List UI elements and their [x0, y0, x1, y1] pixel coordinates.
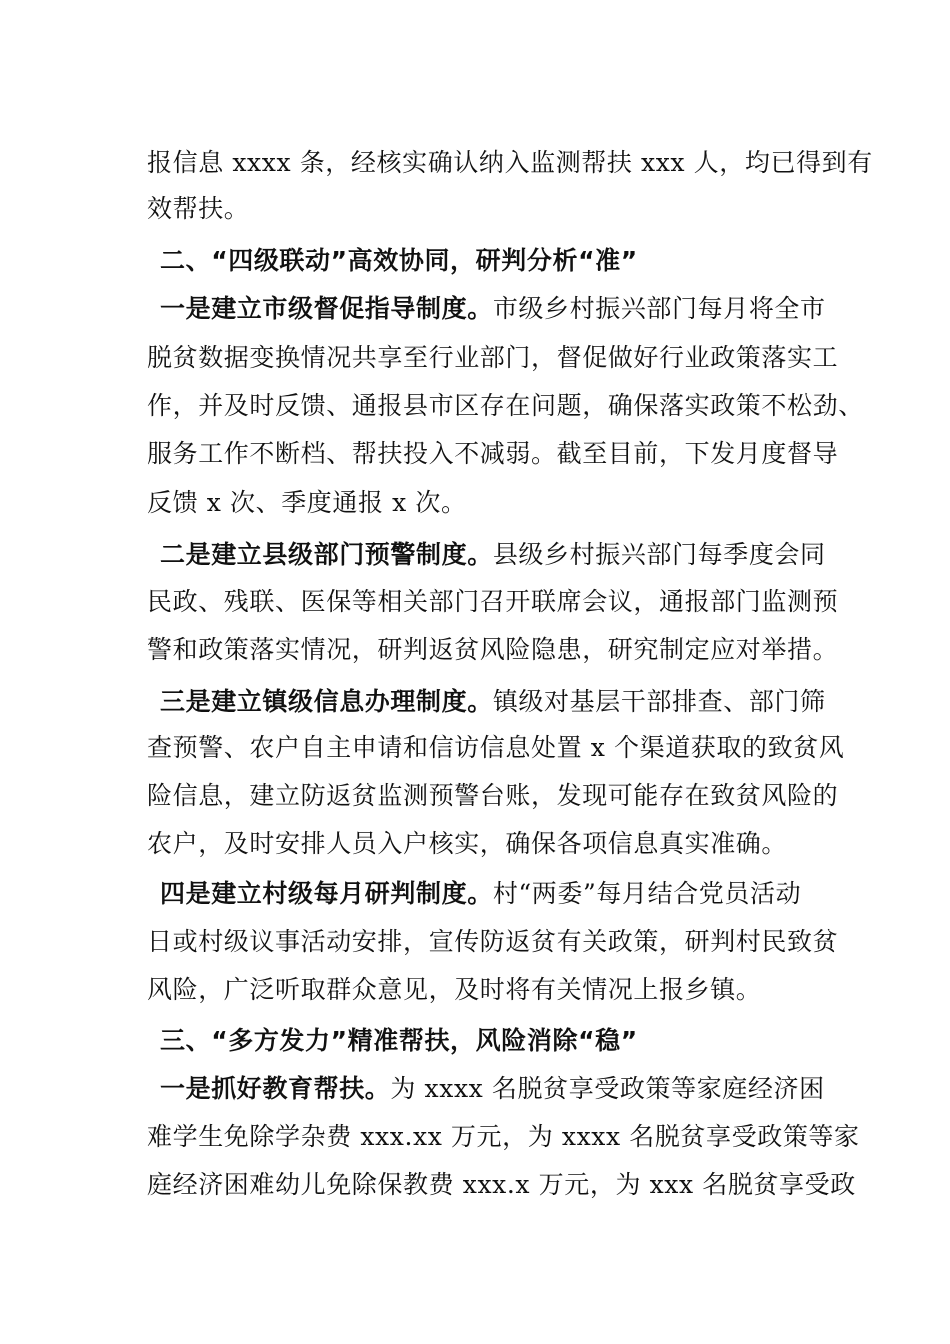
paragraph-line [160, 538, 826, 572]
section-heading: 三、“多方发力”精准帮扶，风险消除“稳” [160, 1026, 638, 1055]
paragraph-lead: 二是建立县级部门预警制度。 [160, 540, 493, 569]
paragraph-line [160, 292, 826, 326]
paragraph-line: 脱贫数据变换情况共享至行业部门，督促做好行业政策落实工 [147, 343, 839, 372]
paragraph-line: 服务工作不断档、帮扶投入不减弱。截至目前，下发月度督导 [147, 439, 839, 468]
paragraph-line [160, 877, 801, 911]
paragraph-lead: 一是抓好教育帮扶。 [160, 1074, 391, 1103]
paragraph-lead: 一是建立市级督促指导制度。 [160, 294, 493, 323]
paragraph-line: 民政、残联、医保等相关部门召开联席会议，通报部门监测预 [147, 587, 839, 616]
paragraph-line: 报信息 xxxx 条，经核实确认纳入监测帮扶 xxx 人，均已得到有 [147, 148, 873, 177]
paragraph-line: 效帮扶。 [147, 194, 250, 223]
paragraph-line [160, 1072, 825, 1106]
paragraph-line: 庭经济困难幼儿免除保教费 xxx.x 万元，为 xxx 名脱贫享受政 [147, 1170, 856, 1199]
paragraph-line: 日或村级议事活动安排，宣传防返贫有关政策，研判村民致贫 [147, 927, 839, 956]
paragraph-line: 风险，广泛听取群众意见，及时将有关情况上报乡镇。 [147, 975, 762, 1004]
paragraph-line: 警和政策落实情况，研判返贫风险隐患，研究制定应对举措。 [147, 635, 839, 664]
paragraph-line: 农户，及时安排人员入户核实，确保各项信息真实准确。 [147, 829, 788, 858]
paragraph-text: 县级乡村振兴部门每季度会同 [492, 540, 826, 569]
paragraph-line: 查预警、农户自主申请和信访信息处置 x 个渠道获取的致贫风 [147, 733, 845, 762]
section-heading: 二、“四级联动”高效协同，研判分析“准” [160, 246, 638, 275]
paragraph-line: 反馈 x 次、季度通报 x 次。 [147, 488, 467, 517]
paragraph-line: 作，并及时反馈、通报县市区存在问题，确保落实政策不松劲、 [147, 391, 864, 420]
paragraph-lead: 三是建立镇级信息办理制度。 [160, 687, 493, 716]
paragraph-text: 为 xxxx 名脱贫享受政策等家庭经济困 [390, 1074, 825, 1103]
paragraph-text: 市级乡村振兴部门每月将全市 [492, 294, 826, 323]
paragraph-text: 镇级对基层干部排查、部门筛 [492, 687, 826, 716]
paragraph-line: 险信息，建立防返贫监测预警台账，发现可能存在致贫风险的 [147, 781, 839, 810]
paragraph-line: 难学生免除学杂费 xxx.xx 万元，为 xxxx 名脱贫享受政策等家 [147, 1122, 860, 1151]
paragraph-text: 村“两委”每月结合党员活动 [492, 879, 802, 908]
paragraph-line [160, 685, 826, 719]
paragraph-lead: 四是建立村级每月研判制度。 [160, 879, 493, 908]
